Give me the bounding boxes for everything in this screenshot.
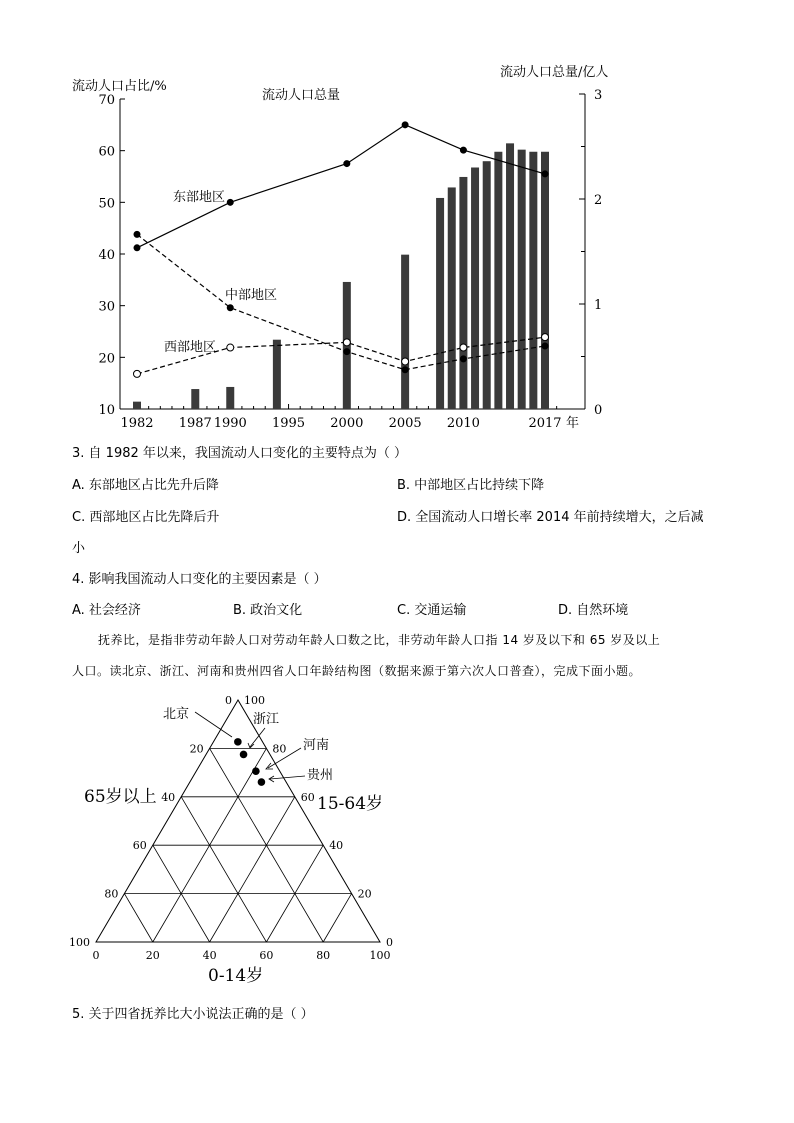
total-bars bbox=[133, 143, 549, 409]
question-4: 4. 影响我国流动人口变化的主要因素是（ ） bbox=[72, 572, 327, 587]
x-tick-label: 2017 bbox=[528, 416, 562, 431]
central-label: 中部地区 bbox=[225, 288, 278, 303]
central-point bbox=[542, 343, 548, 349]
total-bar bbox=[471, 168, 479, 410]
label-beijing: 北京 bbox=[163, 707, 190, 722]
intro-line-1: 抚养比，是指非劳动年龄人口对劳动年龄人口数之比，非劳动年龄人口指 14 岁及以下和 65 岁及以上 bbox=[98, 633, 661, 647]
ternary-grid bbox=[96, 700, 380, 942]
province-point bbox=[252, 767, 260, 775]
total-bar bbox=[518, 150, 526, 409]
q4-option-a: A. 社会经济 bbox=[72, 603, 141, 618]
total-bar bbox=[448, 187, 456, 409]
bottom-edge-tick: 0 bbox=[92, 949, 100, 962]
right-edge-tick: 0 bbox=[386, 936, 393, 949]
zhejiang-leader bbox=[250, 728, 265, 747]
bar-series-label: 流动人口总量 bbox=[262, 88, 341, 103]
central-point bbox=[402, 367, 408, 373]
left-edge-tick: 100 bbox=[69, 936, 90, 949]
total-bar bbox=[483, 161, 491, 409]
east-point bbox=[344, 161, 350, 167]
left-axis-title: 流动人口占比/% bbox=[72, 79, 167, 94]
right-axis-label: 15-64岁 bbox=[317, 794, 384, 814]
west-point bbox=[343, 339, 350, 346]
x-tick-label: 1995 bbox=[271, 416, 306, 431]
left-edge-tick: 20 bbox=[189, 742, 204, 756]
left-edge-tick: 60 bbox=[132, 839, 147, 853]
bottom-edge-tick: 100 bbox=[369, 949, 391, 962]
ternary-outline bbox=[96, 700, 380, 942]
province-points bbox=[234, 738, 265, 786]
bottom-axis-label: 0-14岁 bbox=[208, 966, 264, 986]
left-tick-label: 60 bbox=[98, 144, 115, 160]
q3-option-c: C. 西部地区占比先降后升 bbox=[72, 510, 220, 525]
east-point bbox=[402, 122, 408, 128]
east-point bbox=[460, 147, 466, 153]
province-point bbox=[240, 751, 248, 759]
west-point bbox=[134, 370, 141, 377]
total-bar bbox=[436, 198, 444, 409]
province-point bbox=[258, 778, 266, 786]
total-bar bbox=[191, 389, 199, 409]
west-point bbox=[542, 334, 549, 341]
central-point bbox=[134, 231, 140, 237]
right-tick-label: 2 bbox=[594, 193, 603, 208]
east-label: 东部地区 bbox=[173, 190, 226, 205]
x-tick-label: 1987 bbox=[178, 416, 212, 431]
bottom-edge-tick: 60 bbox=[259, 949, 274, 962]
year-unit: 年 bbox=[566, 416, 580, 431]
west-point bbox=[402, 358, 409, 365]
ternary-ticks bbox=[69, 694, 393, 962]
x-tick-label: 2000 bbox=[330, 416, 364, 431]
population-chart bbox=[0, 0, 794, 440]
left-edge-tick: 40 bbox=[161, 790, 176, 804]
central-point bbox=[460, 356, 466, 362]
east-point bbox=[227, 199, 233, 205]
q3-option-d: D. 全国流动人口增长率 2014 年前持续增大，之后减 bbox=[397, 510, 704, 525]
central-point bbox=[344, 349, 350, 355]
central-point bbox=[227, 305, 233, 311]
right-tick-label: 3 bbox=[594, 88, 603, 103]
total-bar bbox=[529, 152, 537, 409]
q3-option-a: A. 东部地区占比先升后降 bbox=[72, 478, 219, 493]
label-henan: 河南 bbox=[303, 738, 330, 753]
grid-line bbox=[124, 894, 152, 942]
x-tick-label: 1982 bbox=[120, 416, 154, 431]
left-edge-tick: 0 bbox=[225, 694, 232, 707]
right-tick-label: 0 bbox=[594, 403, 603, 418]
question-3: 3. 自 1982 年以来，我国流动人口变化的主要特点为（ ） bbox=[72, 446, 408, 461]
q4-option-c: C. 交通运输 bbox=[397, 603, 467, 618]
x-tick-label: 1990 bbox=[213, 416, 247, 431]
province-point bbox=[234, 738, 242, 746]
q3-option-d-continued: 小 bbox=[72, 541, 86, 556]
bottom-edge-tick: 20 bbox=[145, 949, 160, 962]
left-tick-label: 50 bbox=[98, 196, 115, 212]
total-bar bbox=[541, 152, 549, 409]
total-bar bbox=[273, 340, 281, 409]
left-tick-label: 20 bbox=[98, 351, 115, 367]
right-edge-tick: 60 bbox=[300, 790, 315, 804]
left-tick-label: 40 bbox=[98, 248, 115, 263]
guizhou-leader bbox=[270, 776, 305, 779]
east-point bbox=[134, 245, 140, 251]
grid-line bbox=[210, 797, 295, 942]
age-structure-ternary-chart bbox=[0, 690, 794, 990]
west-point bbox=[227, 344, 234, 351]
grid-line bbox=[181, 797, 266, 942]
label-guizhou: 贵州 bbox=[307, 768, 334, 783]
bottom-edge-tick: 80 bbox=[316, 949, 331, 962]
beijing-leader bbox=[195, 712, 232, 737]
right-edge-tick: 80 bbox=[272, 742, 287, 756]
q3-option-b: B. 中部地区占比持续下降 bbox=[397, 478, 545, 493]
right-axis-ticks bbox=[579, 88, 602, 418]
right-edge-tick: 20 bbox=[357, 887, 372, 901]
left-edge-tick: 80 bbox=[104, 887, 119, 901]
total-bar bbox=[226, 387, 234, 409]
x-tick-label: 2005 bbox=[388, 416, 422, 431]
left-tick-label: 70 bbox=[98, 93, 115, 108]
bottom-edge-tick: 40 bbox=[202, 949, 217, 962]
question-5: 5. 关于四省抚养比大小说法正确的是（ ） bbox=[72, 1007, 314, 1022]
intro-line-2: 人口。读北京、浙江、河南和贵州四省人口年龄结构图（数据来源于第六次人口普查），完成下面小题。 bbox=[72, 664, 642, 678]
total-bar bbox=[506, 143, 514, 409]
right-edge-tick: 40 bbox=[329, 839, 344, 853]
west-label: 西部地区 bbox=[164, 340, 217, 355]
total-bar bbox=[401, 255, 409, 409]
q4-option-b: B. 政治文化 bbox=[233, 603, 303, 618]
total-bar bbox=[133, 402, 141, 409]
label-zhejiang: 浙江 bbox=[253, 712, 280, 727]
west-point bbox=[460, 344, 467, 351]
total-bar bbox=[459, 177, 467, 409]
q4-option-d: D. 自然环境 bbox=[558, 603, 629, 618]
right-edge-tick: 100 bbox=[244, 694, 265, 707]
left-tick-label: 10 bbox=[98, 403, 115, 418]
grid-line bbox=[323, 894, 351, 942]
right-tick-label: 1 bbox=[594, 298, 603, 313]
x-tick-label: 2010 bbox=[446, 416, 480, 431]
left-axis-ticks bbox=[98, 93, 125, 418]
left-axis-label: 65岁以上 bbox=[84, 787, 157, 807]
right-axis-title: 流动人口总量/亿人 bbox=[500, 65, 609, 80]
total-bar bbox=[494, 152, 502, 409]
east-point bbox=[542, 171, 548, 177]
left-tick-label: 30 bbox=[98, 299, 115, 315]
